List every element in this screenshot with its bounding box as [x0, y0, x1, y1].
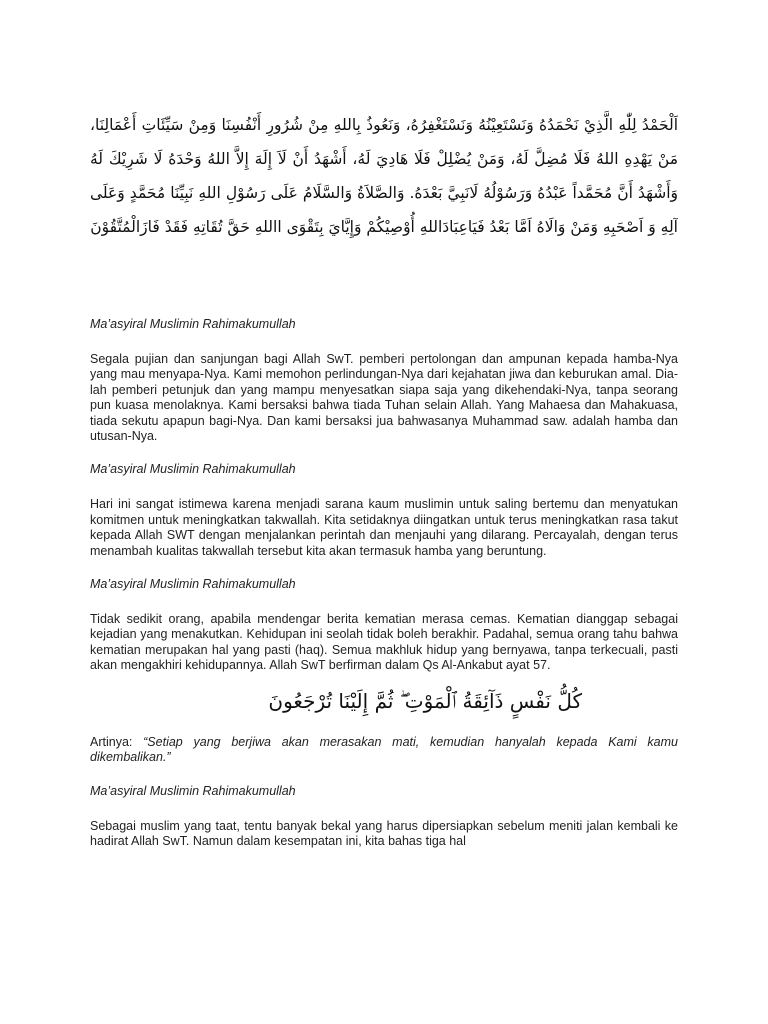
- opening-arabic-prayer: اَلْحَمْدُ لِلّٰهِ الَّذِيْ نَحْمَدُهُ وَنَسْتَعِيْنُهُ وَنَسْتَغْفِرُهُ، وَنَعُوذُ بِاللهِ مِنْ شُرُورِ أَنْفُسِنَا وَمِنْ سَيِّئَاتِ أَعْمَالِنَا، مَنْ يَهْدِهِ اللهُ فَلَا مُضِلَّ لَهُ، وَمَنْ يُضْلِلْ فَلَا هَادِيَ لَهُ، أَشْهَدُ أَنْ لَاَ إِلَهَ إِلاَّ اللهُ وَحْدَهُ لَا شَرِيْكَ لَهُ وَأَشْهَدُ أَنَّ مُحَمَّداً عَبْدُهُ وَرَسُوْلُهُ لَانَبِيَّ بَعْدَهُ. وَالصَّلاَةُ وَالسَّلَامُ عَلَى رَسُوْلِ اللهِ نَبِيِّنَا مُحَمَّدٍ وَعَلَى آلِهِ وَ اَصْحَبِهِ وَمَنْ وَالَاهُ اَمَّا بَعْدُ فَيَاعِبَادَاللهِ أُوْصِيْكُمْ وَإِيَّايَ بِتَقْوَى االلهِ حَقَّ تُقَاتِهِ فَقَدْ فَازَالْمُتَّقُوْنَ: [90, 116, 678, 236]
- paragraph-provisions: Sebagai muslim yang taat, tentu banyak bekal yang harus dipersiapkan sebelum meniti jalan kembali ke hadirat Allah SwT. Namun dalam kesempatan ini, kita bahas tiga hal: [90, 818, 678, 848]
- greeting-heading-2: Ma’asyiral Muslimin Rahimakumullah: [90, 462, 296, 477]
- paragraph-praise: Segala pujian dan sanjungan bagi Allah SwT. pemberi pertolongan dan ampunan kepada hamba-Nya yang mau menyapa-Nya. Kami memohon perlindungan-Nya dari kejahatan jiwa dan keburukan amal. Dia-lah pemberi petunjuk dan yang mampu menyesatkan siapa saja yang dikehendaki-Nya, tanpa seorang pun kuasa menolaknya. Kami bersaksi bahwa tiada Tuhan selain Allah. Yang Mahaesa dan Mahakuasa, tiada sekutu apapun bagi-Nya. Dan kami bersaksi jua bahwasanya Muhammad saw. adalah hamba dan utusan-Nya.: [90, 352, 678, 444]
- quran-verse-arabic: كُلُّ نَفْسٍ ذَآئِقَةُ ٱلْمَوْتِ ۖ ثُمَّ إِلَيْنَا تُرْجَعُونَ: [268, 688, 582, 713]
- verse-translation: [90, 735, 678, 766]
- greeting-heading-4: Ma’asyiral Muslimin Rahimakumullah: [90, 783, 296, 798]
- translation-label: Artinya:: [90, 734, 144, 749]
- document-page: [90, 108, 678, 849]
- greeting-heading-3: Ma’asyiral Muslimin Rahimakumullah: [90, 577, 296, 592]
- translation-text: “Setiap yang berjiwa akan merasakan mati, kemudian hanyalah kepada Kami kamu dikembalikan.”: [90, 734, 678, 765]
- paragraph-takwa: Hari ini sangat istimewa karena menjadi sarana kaum muslimin untuk saling bertemu dan menyatukan komitmen untuk meningkatkan takwallah. Kita setidaknya diingatkan untuk terus meningkatkan rasa takut kepada Allah SWT dengan menjalankan perintah dan menjauhi yang dilarang. Percayalah, dengan terus menambah kualitas takwallah tersebut kita akan termasuk hamba yang beruntung.: [90, 497, 678, 558]
- greeting-heading-1: Ma’asyiral Muslimin Rahimakumullah: [90, 317, 296, 331]
- paragraph-death: Tidak sedikit orang, apabila mendengar berita kematian merasa cemas. Kematian dianggap sebagai kejadian yang menakutkan. Kehidupan ini seolah tidak boleh berakhir. Padahal, semua orang tahu bahwa kematian merupakan hal yang pasti (haq). Semua makhluk hidup yang bernyawa, tanpa terkecuali, pasti akan mengakhiri kehidupannya. Allah SwT berfirman dalam Qs Al-Ankabut ayat 57.: [90, 612, 678, 673]
